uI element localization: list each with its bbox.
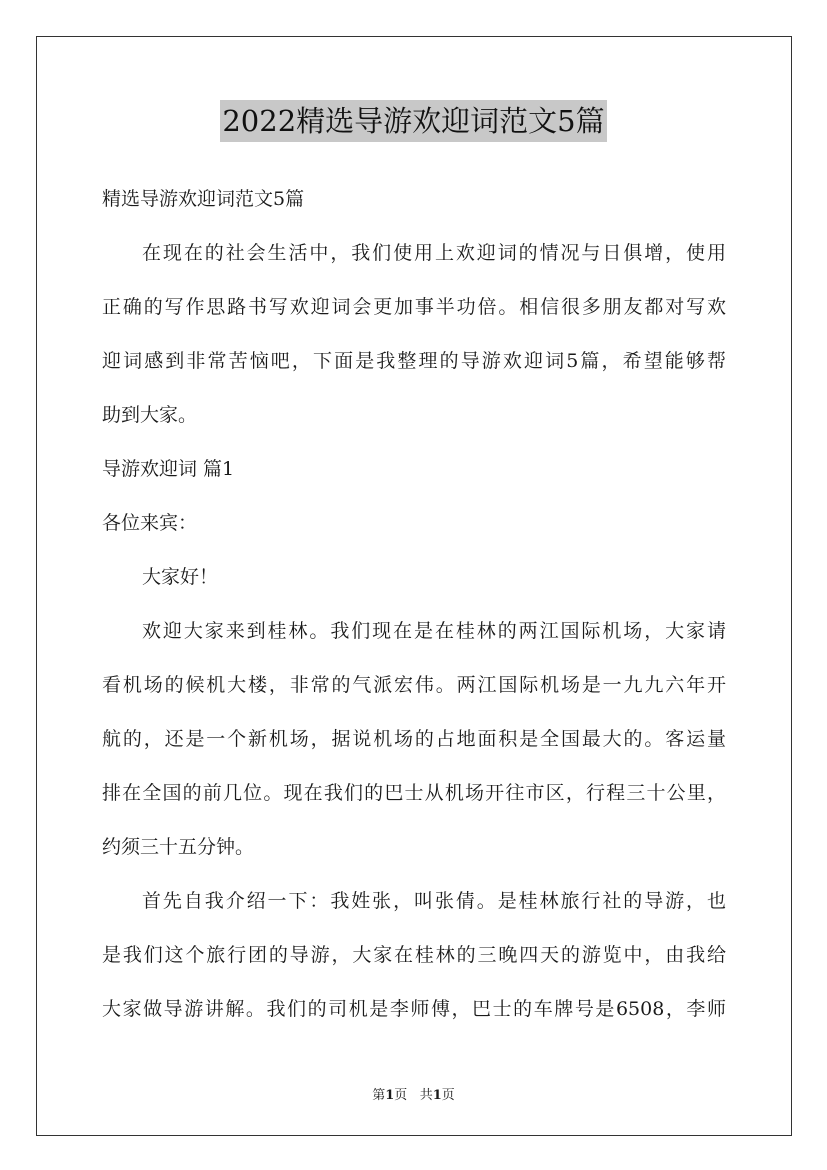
page-number: 第1页 [372, 1088, 408, 1103]
hello-line: 大家好！ [142, 566, 219, 588]
document-title: 2022精选导游欢迎词范文5篇 [220, 100, 606, 142]
section-heading-1: 导游欢迎词 篇1 [102, 458, 235, 480]
page-footer [0, 1084, 827, 1103]
intro-line-3: 迎词感到非常苦恼吧，下面是我整理的导游欢迎词5篇，希望能够帮 [102, 350, 726, 372]
intro-line-2: 正确的写作思路书写欢迎词会更加事半功倍。相信很多朋友都对写欢 [102, 296, 726, 318]
page-total: 共1页 [419, 1088, 455, 1103]
subtitle-line: 精选导游欢迎词范文5篇 [102, 188, 305, 210]
paragraph-1-line-1: 欢迎大家来到桂林。我们现在是在桂林的两江国际机场，大家请 [142, 620, 726, 642]
paragraph-2-line-1: 首先自我介绍一下：我姓张，叫张倩。是桂林旅行社的导游，也 [142, 890, 726, 912]
paragraph-1-line-4: 排在全国的前几位。现在我们的巴士从机场开往市区，行程三十公里， [102, 782, 726, 804]
document-body [102, 172, 726, 1036]
paragraph-1-line-5: 约须三十五分钟。 [102, 836, 255, 858]
greeting-line: 各位来宾： [102, 512, 198, 534]
paragraph-2-line-2: 是我们这个旅行团的导游，大家在桂林的三晚四天的游览中，由我给 [102, 944, 726, 966]
intro-line-1: 在现在的社会生活中，我们使用上欢迎词的情况与日俱增，使用 [142, 242, 726, 264]
paragraph-2-line-3: 大家做导游讲解。我们的司机是李师傅，巴士的车牌号是6508，李师 [102, 998, 726, 1020]
document-title-block [0, 100, 827, 142]
paragraph-1-line-2: 看机场的候机大楼，非常的气派宏伟。两江国际机场是一九九六年开 [102, 674, 726, 696]
paragraph-1-line-3: 航的，还是一个新机场，据说机场的占地面积是全国最大的。客运量 [102, 728, 726, 750]
intro-line-4: 助到大家。 [102, 404, 198, 426]
